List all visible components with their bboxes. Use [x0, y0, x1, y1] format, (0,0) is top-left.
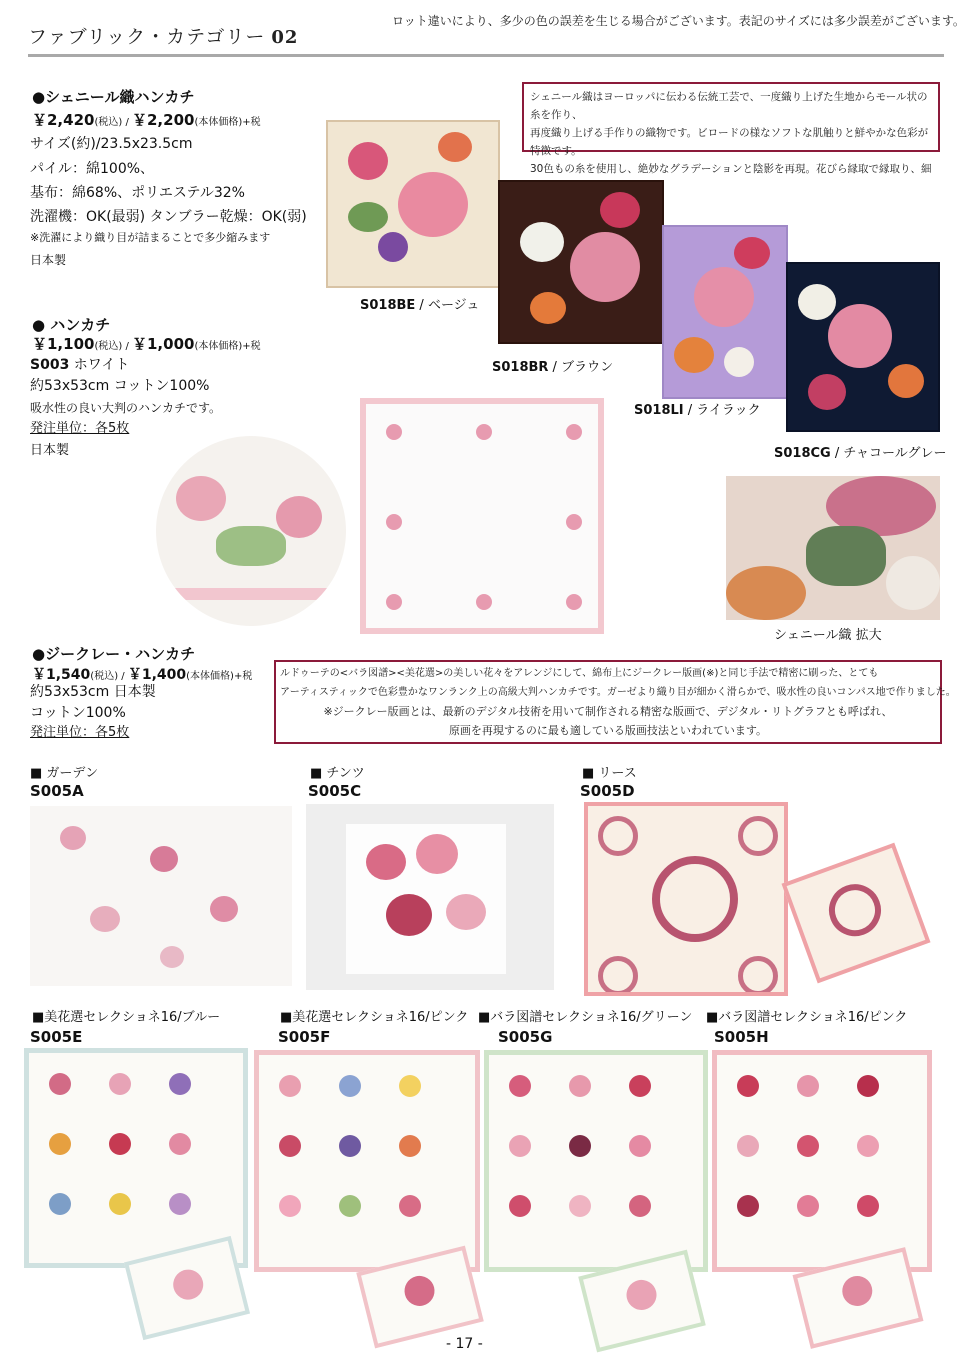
variant-caption-s018be: S018BE / ベージュ: [360, 298, 480, 313]
product-image-s018br: [498, 180, 664, 344]
variant-code-s005h: S005H: [714, 1028, 769, 1046]
variant-code-s005d: S005D: [580, 782, 635, 800]
giclee-price: ￥1,540(税込) / ￥1,400(本体価格)+税: [32, 667, 253, 683]
product-image-s005e: [24, 1048, 248, 1268]
variant-label-s005e: ■美花選セレクショネ16/ブルー: [32, 1010, 221, 1025]
chenille-base: 基布：綿68%、ポリエステル32%: [30, 185, 245, 201]
product-image-s018li: [662, 225, 788, 399]
variant-label-wreath: ■ リース: [582, 766, 637, 781]
handkerchief-price: ￥1,100(税込) / ￥1,000(本体価格)+税: [32, 335, 261, 353]
chenille-pile: パイル：綿100%、: [30, 161, 155, 177]
product-image-s005d: [584, 802, 788, 996]
product-image-s005g: [484, 1050, 708, 1272]
chenille-origin: 日本製: [30, 253, 67, 267]
product-image-s005d-folded: [781, 843, 930, 984]
chenille-desc-line: 再度織り上げる手作りの織物です。ビロードの様なソフトな肌触りと鮮やかな色彩が特徴です。: [530, 127, 929, 157]
handkerchief-code: S003 ホワイト: [30, 357, 130, 373]
giclee-order-unit: 発注単位：各5枚: [30, 725, 130, 740]
chenille-description-box: [522, 82, 940, 175]
variant-label-s005f: ■美花選セレクショネ16/ピンク: [280, 1010, 469, 1025]
handkerchief-heading: ● ハンカチ: [32, 316, 111, 334]
variant-code-s005e: S005E: [30, 1028, 83, 1046]
variant-label-chintz: ■ チンツ: [310, 766, 365, 781]
giclee-size: 約53x53cm 日本製: [30, 684, 156, 700]
giclee-material: コットン100%: [30, 705, 126, 721]
product-image-s018be: [326, 120, 500, 288]
chenille-closeup-caption: シェニール織 拡大: [774, 628, 882, 643]
handkerchief-closeup-image: [156, 436, 346, 626]
chenille-shrink-note: ※洗濯により織り目が詰まることで多少縮みます: [30, 231, 271, 244]
giclee-description-box: [274, 660, 956, 744]
handkerchief-desc: 吸水性の良い大判のハンカチです。: [30, 401, 222, 415]
variant-code-s005c: S005C: [308, 782, 362, 800]
variant-label-garden: ■ ガーデン: [30, 766, 99, 781]
header-rule: [28, 54, 944, 57]
page-title-number: 02: [271, 27, 299, 48]
chenille-wash: 洗濯機：OK(最弱) タンブラー乾燥：OK(弱): [30, 209, 307, 225]
page-number: - 17 -: [446, 1336, 483, 1352]
variant-caption-s018li: S018LI / ライラック: [634, 403, 761, 418]
product-image-s005f: [254, 1050, 480, 1272]
product-image-s005c: [306, 804, 554, 990]
giclee-heading: ●ジークレー・ハンカチ: [32, 645, 196, 663]
variant-caption-s018br: S018BR / ブラウン: [492, 360, 614, 375]
chenille-desc-line: 30色もの糸を使用し、絶妙なグラデーションと陰影を再現。花びら縁取で縁取り、細: [530, 163, 932, 175]
color-notice: ロット違いにより、多少の色の誤差を生じる場合がございます。表記のサイズには多少誤差がございます。: [392, 14, 965, 28]
variant-code-s005g: S005G: [498, 1028, 553, 1046]
chenille-size: サイズ(約)/23.5x23.5cm: [30, 136, 193, 152]
page-title: ファブリック・カテゴリー 02: [28, 26, 299, 48]
variant-label-s005g: ■バラ図譜セレクショネ16/グリーン: [478, 1010, 693, 1025]
variant-label-s005h: ■バラ図譜セレクショネ16/ピンク: [706, 1010, 908, 1025]
product-image-s005a: [30, 806, 292, 986]
variant-code-s005a: S005A: [30, 782, 84, 800]
product-image-s018cg: [786, 262, 940, 432]
giclee-desc-line: ※ジークレー版画とは、最新のデジタル技術を用いて制作される精密な版画で、デジタル・リトグラフとも呼ばれ、: [323, 705, 893, 718]
handkerchief-origin: 日本製: [30, 443, 70, 458]
product-image-s005h: [712, 1050, 932, 1272]
handkerchief-full-image: [360, 398, 604, 634]
handkerchief-order-unit: 発注単位：各5枚: [30, 421, 130, 436]
chenille-price: ￥2,420(税込) / ￥2,200(本体価格)+税: [32, 111, 261, 129]
chenille-closeup-image: [726, 476, 940, 620]
giclee-desc-line: アーティスティックで色彩豊かなワンランク上の高級大判ハンカチです。ガーゼより織り目が細かく滑らかで、吸水性の良いコンパス地で作りました。: [280, 687, 956, 698]
giclee-desc-line: 原画を再現するのに最も適している版画技法といわれています。: [448, 724, 768, 737]
handkerchief-size: 約53x53cm コットン100%: [30, 378, 210, 394]
variant-code-s005f: S005F: [278, 1028, 331, 1046]
chenille-desc-line: シェニール織はヨーロッパに伝わる伝統工芸で、一度織り上げた生地からモール状の糸を作り、: [530, 91, 928, 121]
chenille-heading: ●シェニール織ハンカチ: [32, 88, 195, 106]
variant-caption-s018cg: S018CG / チャコールグレー: [774, 446, 947, 461]
giclee-desc-line: ルドゥーテの<バラ図譜><美花選>の美しい花々をアレンジにして、綿布上にジークレー版画(※)と同じ手法で精密に刷った、とても: [280, 668, 879, 679]
